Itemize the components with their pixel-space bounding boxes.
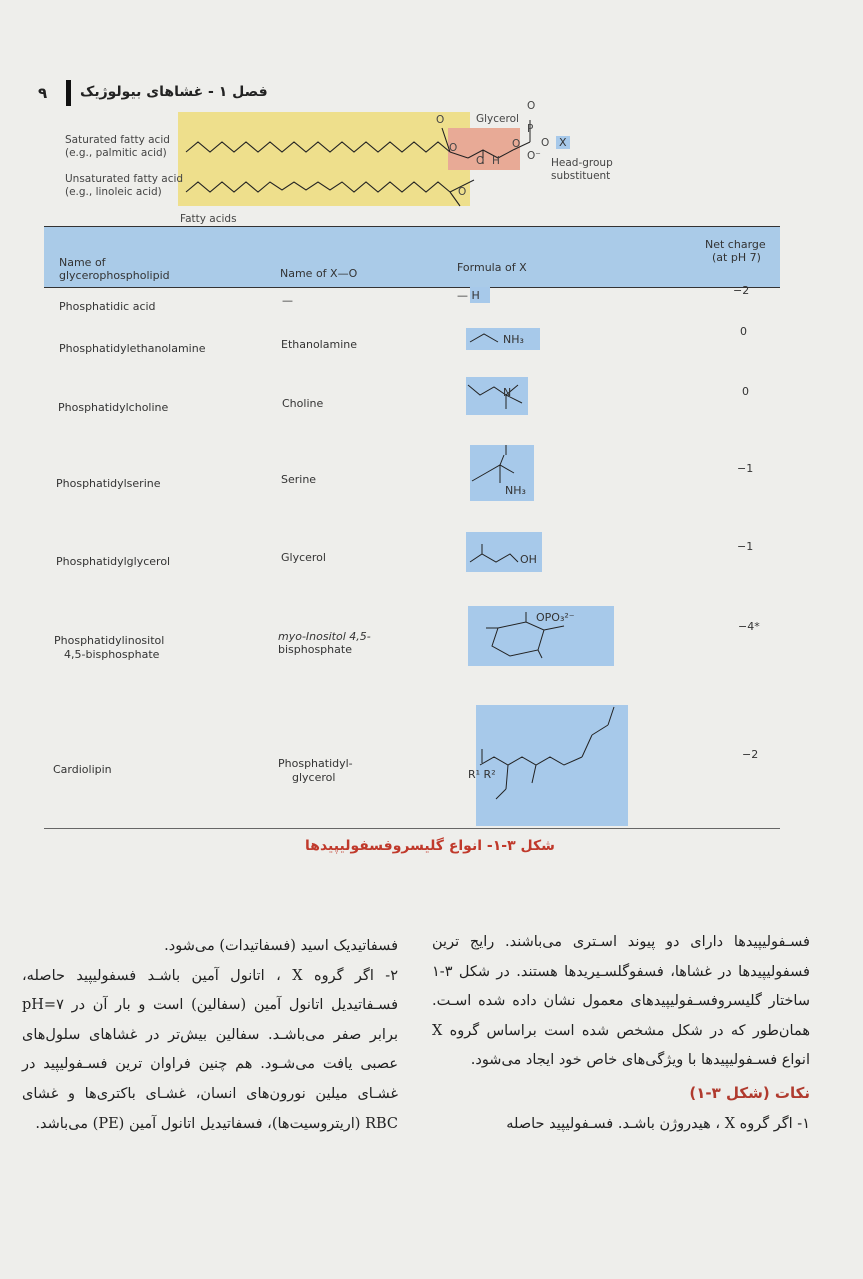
table-top-rule <box>44 226 780 227</box>
row-name: Phosphatidylglycerol <box>56 555 171 568</box>
phosphate-o-minus: O⁻ <box>527 150 541 162</box>
row-formula: NH₃ <box>503 333 524 346</box>
row-charge: −2 <box>733 284 750 297</box>
unsaturated-label: Unsaturated fatty acid <box>65 173 184 185</box>
chapter-title: فصل ۱ - غشاهای بیولوژیک <box>80 84 268 100</box>
row-formula: OPO₃²⁻ <box>536 611 575 624</box>
row-charge: −2 <box>742 748 759 761</box>
head-group-label: Head-group <box>551 157 613 169</box>
row-x-name-2: glycerol <box>292 771 336 784</box>
row-charge: −1 <box>737 462 754 475</box>
row-x-name: Ethanolamine <box>281 338 357 351</box>
header-divider <box>66 80 71 106</box>
phosphate-o-left: O <box>512 138 521 150</box>
saturated-label: Saturated fatty acid <box>65 134 170 146</box>
left-paragraph-1: فسفاتیدیک اسید (فسفاتیدات) می‌شود. <box>164 938 398 954</box>
ester-o: O <box>449 142 458 154</box>
head-group-label-2: substituent <box>551 170 611 182</box>
right-paragraph-1: فسـفولیپیدها دارای دو پیوند اسـتری می‌باشند. رایج ترین فسفولیپیدها در غشاها، فسفوگلسـیریدها هستند. در شکل ۳-۱ ساختار گلیسروفسـفولیپیدهای معمول نشان داده شده اسـت. همان‌طور که در شکل مشخص شده است براساس گروه X انواع فسـفولیپیدها با ویژگی‌های خاص خود ایجاد می‌شود. <box>432 934 810 1069</box>
unsaturated-example: (e.g., linoleic acid) <box>65 186 162 198</box>
header-name-1: Name of <box>59 256 106 269</box>
row-x-name: Glycerol <box>281 551 326 564</box>
phosphate-o-right: O <box>541 137 550 149</box>
header-formula: Formula of X <box>457 261 527 274</box>
right-column <box>432 928 810 1140</box>
row-charge: −4* <box>738 620 760 633</box>
row-name: Phosphatidic acid <box>59 300 156 313</box>
saturated-example: (e.g., palmitic acid) <box>65 147 167 159</box>
row-x-name: Serine <box>281 473 317 486</box>
row-x-name: myo-Inositol 4,5- <box>278 630 371 643</box>
right-paragraph-2: ۱- اگر گروه X ، هیدروژن باشـد. فسـفولیپید حاصله <box>506 1115 810 1132</box>
figure-caption: شکل ۳-۱- انواع گلیسروفسفولیپیدها <box>305 838 555 854</box>
row-formula: NH₃ <box>505 484 526 497</box>
row-name-2: 4,5-bisphosphate <box>64 648 160 661</box>
x-substituent: X <box>556 136 570 149</box>
row-formula: R¹ R² <box>468 768 496 781</box>
fatty-acids-label: Fatty acids <box>180 213 237 225</box>
table-bottom-rule <box>44 828 780 829</box>
row-formula: — H <box>457 289 480 302</box>
glycerol-label: Glycerol <box>476 113 519 125</box>
table-header-rule <box>44 287 780 288</box>
carbonyl-o-top: O <box>436 114 445 126</box>
glycerol-h: H <box>492 155 500 167</box>
carbonyl-o-bottom: O <box>458 186 467 198</box>
notes-heading: نکات (شکل ۳-۱) <box>689 1083 810 1102</box>
page-number: ۹ <box>38 84 48 102</box>
row-name: Phosphatidylinositol <box>54 634 165 647</box>
left-paragraph-2: ۲- اگر گروه X ، اتانول آمین باشـد فسفولیپید حاصله، فسـفاتیدیل اتانول آمین (سفالین) است و بار آن در pH=۷ برابر صفر می‌باشـد. سفالین بیش‌تر در غشاهای سلول‌های عصبی یافت می‌شـود. هم چنین فراوان ترین فسـفولیپید در غشـای میلین نورون‌های انسان، غشـای باکتری‌ها و غشای RBC (اریتروسیت‌ها)، فسفاتیدیل اتانول آمین (PE) می‌باشد. <box>22 967 398 1132</box>
phosphate-o-top: O <box>527 100 536 112</box>
row-name: Phosphatidylethanolamine <box>59 342 206 355</box>
header-name-2: glycerophospholipid <box>59 269 170 282</box>
header-charge-2: (at pH 7) <box>712 251 761 264</box>
row-x-name: Choline <box>282 397 324 410</box>
row-name: Phosphatidylcholine <box>58 401 169 414</box>
row-charge: −1 <box>737 540 754 553</box>
formula-choline <box>466 377 528 415</box>
formula-cardiolipin <box>476 705 628 826</box>
row-name: Cardiolipin <box>53 763 112 776</box>
row-x-name: Phosphatidyl- <box>278 757 353 770</box>
header-x-name: Name of X—O <box>280 267 358 280</box>
row-charge: 0 <box>742 385 749 398</box>
header-charge-1: Net charge <box>705 238 766 251</box>
row-x-name: — <box>282 294 293 307</box>
row-formula: N <box>503 386 512 399</box>
left-column <box>22 932 398 1139</box>
row-x-name-2: bisphosphate <box>278 643 352 656</box>
row-formula: OH <box>520 553 537 566</box>
phosphorus: P <box>527 123 534 135</box>
row-charge: 0 <box>740 325 747 338</box>
glycerol-o: O <box>476 155 485 167</box>
formula-glycerol <box>466 532 542 572</box>
row-name: Phosphatidylserine <box>56 477 161 490</box>
